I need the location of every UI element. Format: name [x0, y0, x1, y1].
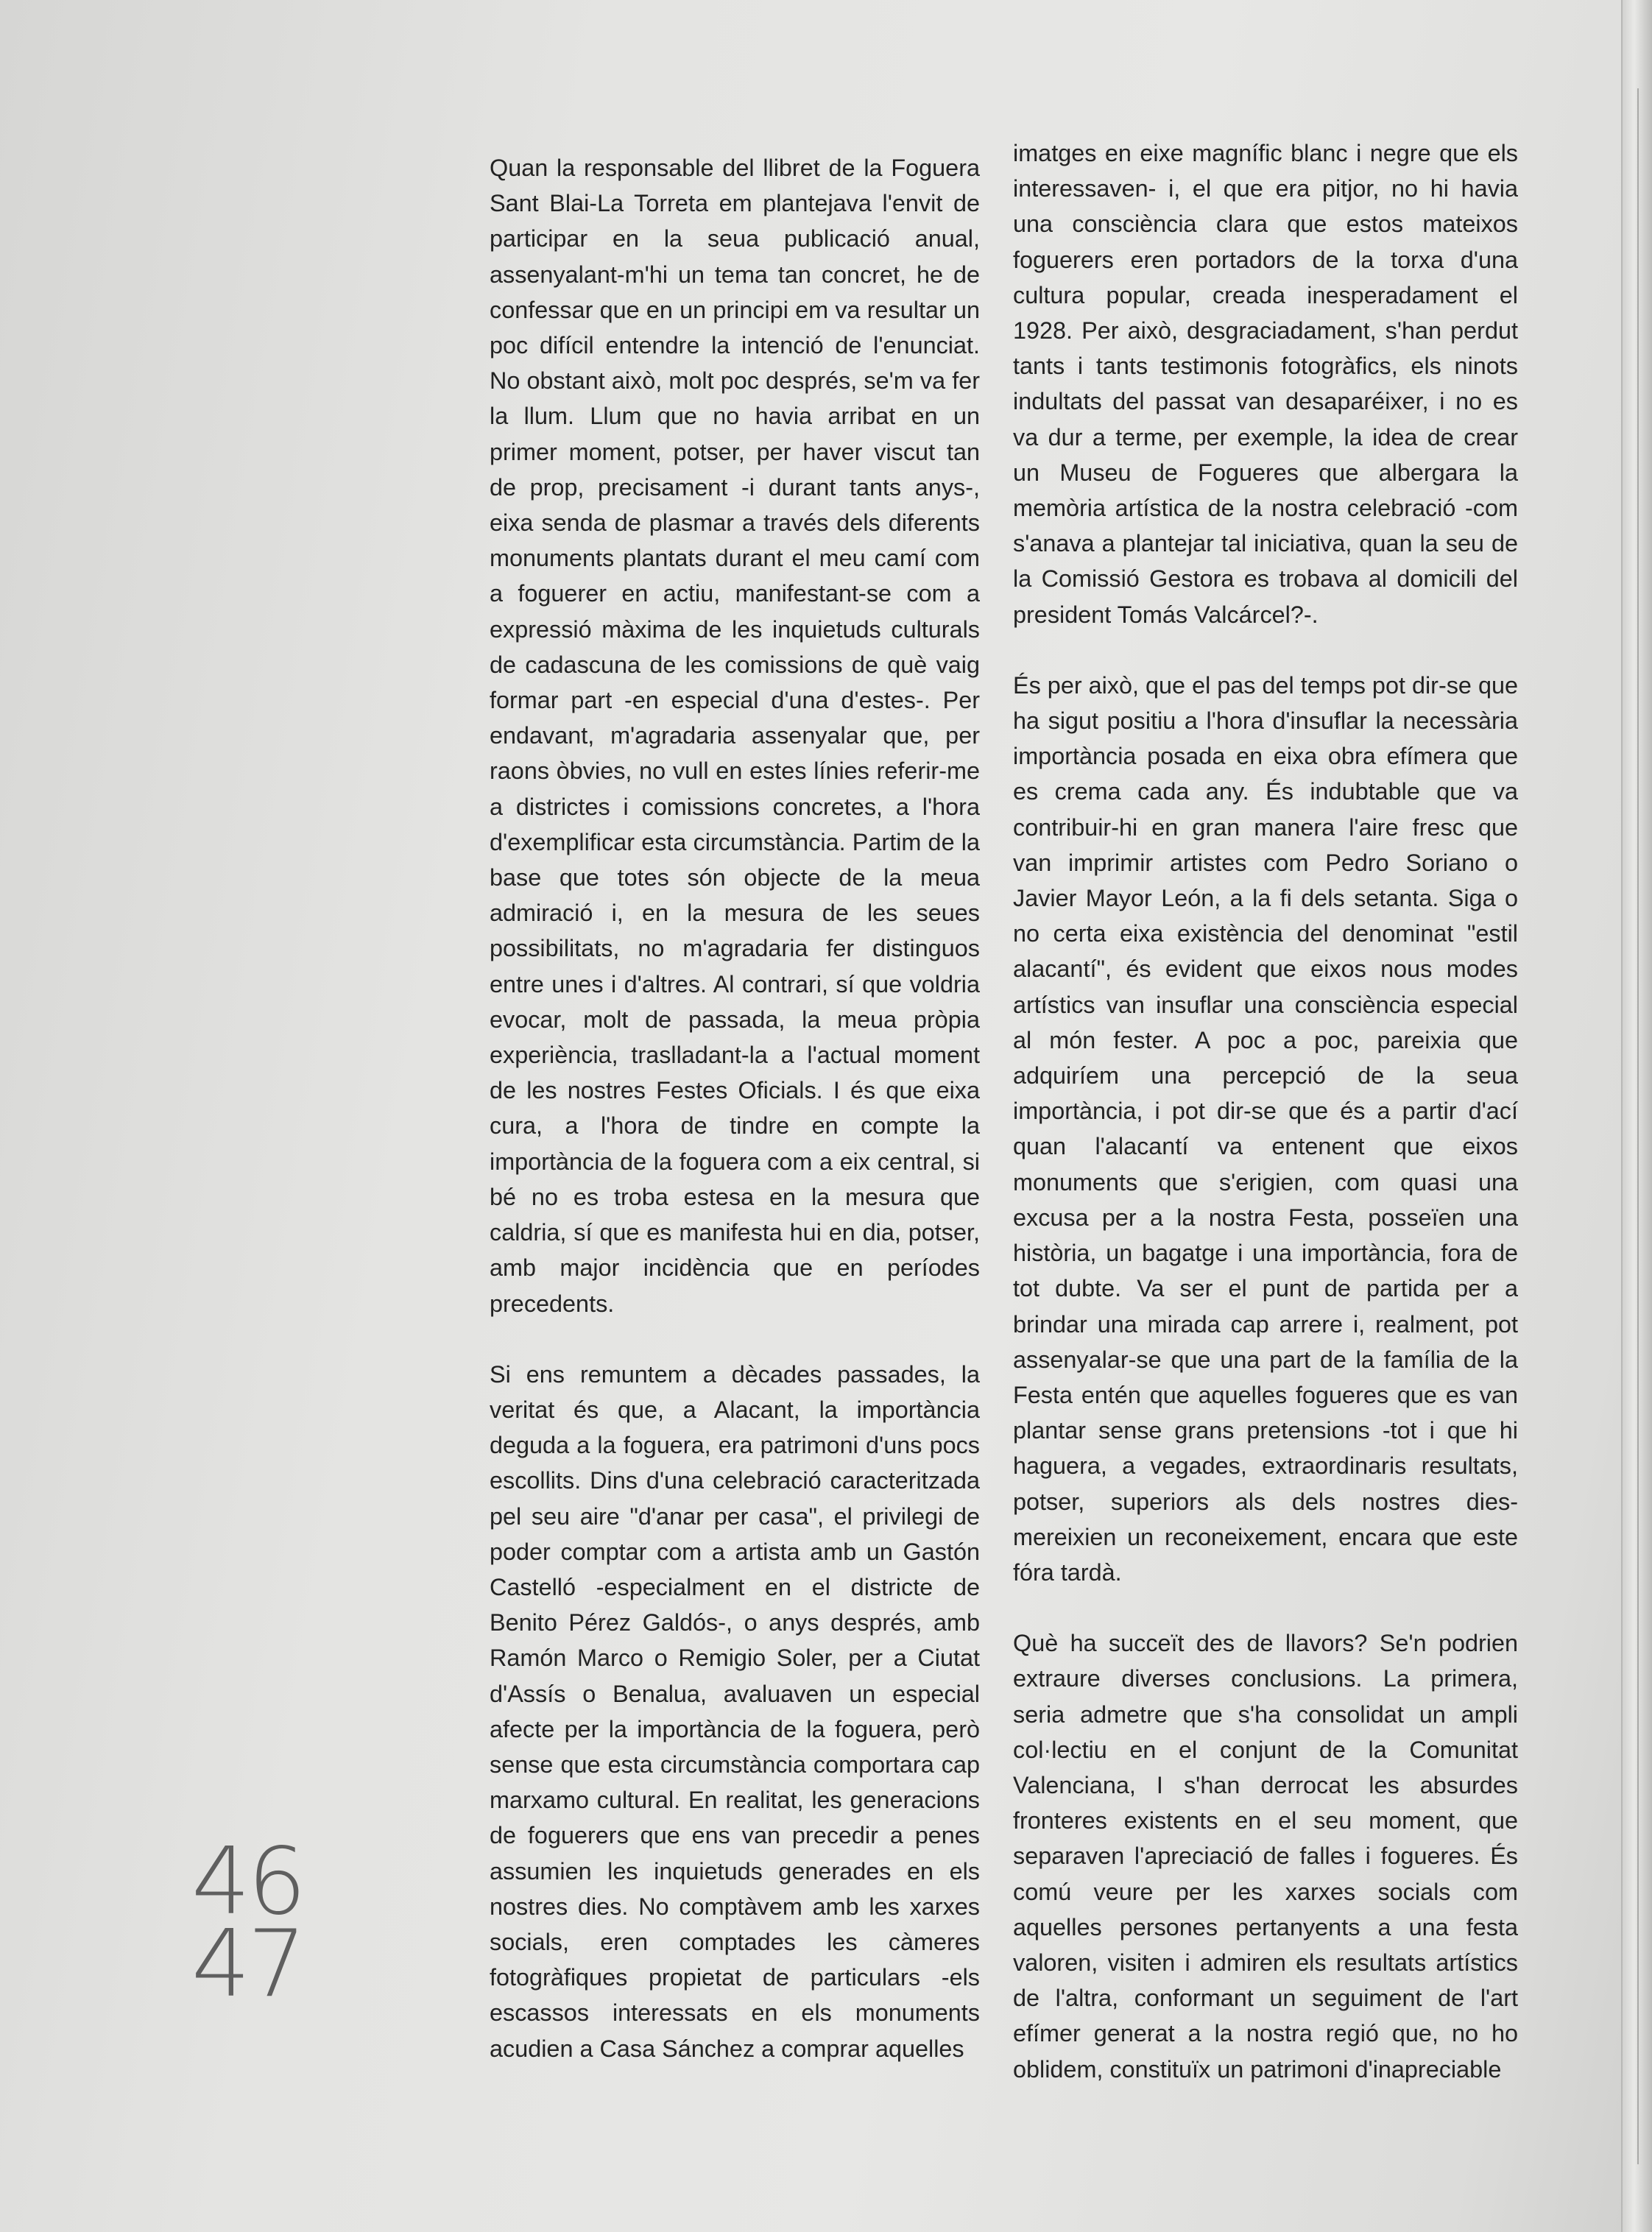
page-number-right: 47 — [191, 1910, 304, 2018]
page-number-left: 46 — [191, 1827, 304, 1935]
right-text-column — [1013, 135, 1518, 2122]
paragraph: Si ens remuntem a dècades passades, la veritat és que, a Alacant, la importància deguda a la foguera, era patrimoni d'uns pocs escollits. Dins d'una celebració caracteritzada pel seu aire "d'anar per casa", el privilegi de poder comptar com a artista amb un Gastón Castelló -especialment en el districte de Benito Pérez Galdós-, o anys després, amb Ramón Marco o Remigio Soler, per a Ciutat d'Assís o Benalua, avaluaven un especial afecte per la importància de la foguera, però sense que esta circumstància comportara cap marxamo cultural. En realitat, les generacions de foguerers que ens van precedir a penes assumien les inquietuds generades en els nostres dies. No comptàvem amb les xarxes socials, eren comptades les càmeres fotogràfiques propietat de particulars -els escassos interessats en els monuments acudien a Casa Sánchez a comprar aquelles — [490, 1360, 980, 2062]
page-edge — [1621, 0, 1652, 2232]
left-text-column — [490, 150, 980, 2102]
page-numbers — [191, 1827, 304, 2018]
paragraph: Què ha succeït des de llavors? Se'n podrien extraure diverses conclusions. La primera, seria admetre que s'ha consolidat un ampli col·lectiu en el conjunt de la Comunitat Valenciana, I s'han derrocat les absurdes fronteres existents en el seu moment, que separaven l'apreciació de falles i fogueres. És comú veure per les xarxes socials com aquelles persones pertanyents a una festa valoren, visiten i admiren els resultats artístics de l'altra, conformant un seguiment de l'art efímer generat a la nostra regió que, no ho oblidem, constituïx un patrimoni d'inapreciable — [1013, 1630, 1518, 2083]
paragraph: Quan la responsable del llibret de la Foguera Sant Blai-La Torreta em plantejava l'envit de participar en la seua publicació anual, assenyalant-m'hi un tema tan concret, he de confessar que en un principi em va resultar un poc difícil entendre la intenció de l'enunciat. No obstant això, molt poc després, se'm va fer la llum. Llum que no havia arribat en un primer moment, potser, per haver viscut tan de prop, precisament -i durant tants anys-, eixa senda de plasmar a través dels diferents monuments plantats durant el meu camí com a foguerer en actiu, manifestant-se com a expressió màxima de les inquietuds culturals de cadascuna de les comissions de què vaig formar part -en especial d'una d'estes-. Per endavant, m'agradaria assenyalar que, per raons òbvies, no vull en estes línies referir-me a districtes i comissions concretes, a l'hora d'exemplificar esta circumstància. Partim de la base que totes són objecte de la meua admiració i, en la mesura de les seues possibilitats, no m'agradaria fer distinguos entre unes i d'altres. Al contrari, sí que voldria evocar, molt de passada, la meua pròpia experiència, traslladant-la a l'actual moment de les nostres Festes Oficials. I és que eixa cura, a l'hora de tindre en compte la importància de la foguera com a eix central, si bé no es troba estesa en la mesura que caldria, sí que es manifesta hui en dia, potser, amb major incidència que en períodes precedents. — [490, 155, 980, 1317]
page-edge-line — [1637, 88, 1639, 2164]
paragraph: És per això, que el pas del temps pot dir-se que ha sigut positiu a l'hora d'insuflar la necessària importància posada en eixa obra efímera que es crema cada any. És indubtable que va contribuir-hi en gran manera l'aire fresc que van imprimir artistes com Pedro Soriano o Javier Mayor León, a la fi dels setanta. Siga o no certa eixa existència del denominat "estil alacantí", és evident que eixos nous modes artístics van insuflar una consciència especial al món fester. A poc a poc, pareixia que adquiríem una percepció de la seua importància, i pot dir-se que és a partir d'ací quan l'alacantí va entenent que eixos monuments que s'erigien, com quasi una excusa per a la nostra Festa, posseïen una història, un bagatge i una importància, fora de tot dubte. Va ser el punt de partida per a brindar una mirada cap arrere i, realment, pot assenyalar-se que una part de la família de la Festa entén que aquelles fogueres que es van plantar sense grans pretensions -tot i que hi haguera, a vegades, extraordinaris resultats, potser, superiors als dels nostres dies- mereixien un reconeixement, encara que este fóra tardà. — [1013, 671, 1518, 1586]
paragraph: imatges en eixe magnífic blanc i negre que els interessaven- i, el que era pitjor, no hi havia una consciència clara que estos mateixos foguerers eren portadors de la torxa d'una cultura popular, creada inesperadament el 1928. Per això, desgraciadament, s'han perdut tants i tants testimonis fotogràfics, els ninots indultats del passat van desaparéixer, i no es va dur a terme, per exemple, la idea de crear un Museu de Fogueres que albergara la memòria artística de la nostra celebració -com s'anava a plantejar tal iniciativa, quan la seu de la Comissió Gestora es trobava al domicili del president Tomás Valcárcel?-. — [1013, 140, 1518, 628]
